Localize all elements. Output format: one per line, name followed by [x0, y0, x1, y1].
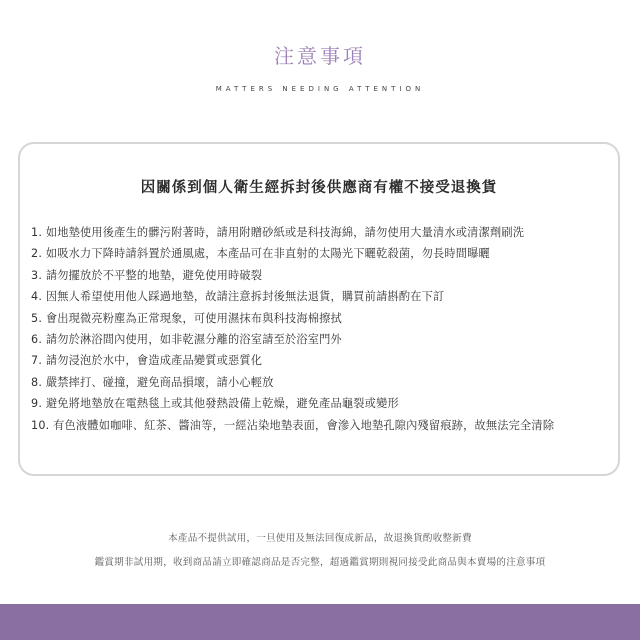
bottom-band [0, 604, 640, 640]
footer-note-trial: 本產品不提供試用，一旦使用及無法回復成新品，故退換貨酌收整新費 [168, 533, 472, 544]
notice-card [18, 142, 620, 476]
page-title: 注意事項 [274, 44, 366, 68]
footer-note-appraisal: 鑑賞期非試用期，收到商品請立即確認商品是否完整，超過鑑賞期則視同接受此商品與本賣場的注意事項 [94, 557, 546, 568]
rule-item: 1. 如地墊使用後產生的髒污附著時，請用附贈砂紙或是科技海綿，請勿使用大量清水或清潔劑刷洗 [31, 226, 525, 239]
rule-item: 10. 有色液體如咖啡、紅茶、醬油等，一經沾染地墊表面，會滲入地墊孔隙內殘留痕跡，故無法完全清除 [31, 418, 555, 432]
rule-item: 4. 因無人希望使用他人踩過地墊，故請注意拆封後無法退貨，購買前請斟酌在下訂 [31, 290, 445, 304]
rule-item: 8. 嚴禁摔打、碰撞，避免商品損壞，請小心輕放 [31, 375, 274, 389]
notice-heading: 因關係到個人衛生經拆封後供應商有權不接受退換貨 [140, 180, 498, 196]
rule-item: 6. 請勿於淋浴間內使用，如非乾濕分離的浴室請至於浴室門外 [31, 332, 342, 346]
rule-item: 7. 請勿浸泡於水中，會造成產品變質或惡質化 [31, 354, 263, 368]
rule-item: 9. 避免將地墊放在電熱毯上或其他發熱設備上乾燥，避免產品龜裂或變形 [31, 397, 399, 411]
rule-item: 3. 請勿擺放於不平整的地墊，避免使用時破裂 [31, 268, 263, 282]
rule-item: 2. 如吸水力下降時請斜置於通風處，本產品可在非直射的太陽光下曬乾殺菌，勿長時間曝曬 [31, 247, 490, 261]
rules-list [31, 222, 621, 436]
rule-item: 5. 會出現微亮粉塵為正常現象，可使用濕抹布與科技海棉擦拭 [31, 311, 342, 325]
page-subtitle: MATTERS NEEDING ATTENTION [215, 85, 425, 93]
